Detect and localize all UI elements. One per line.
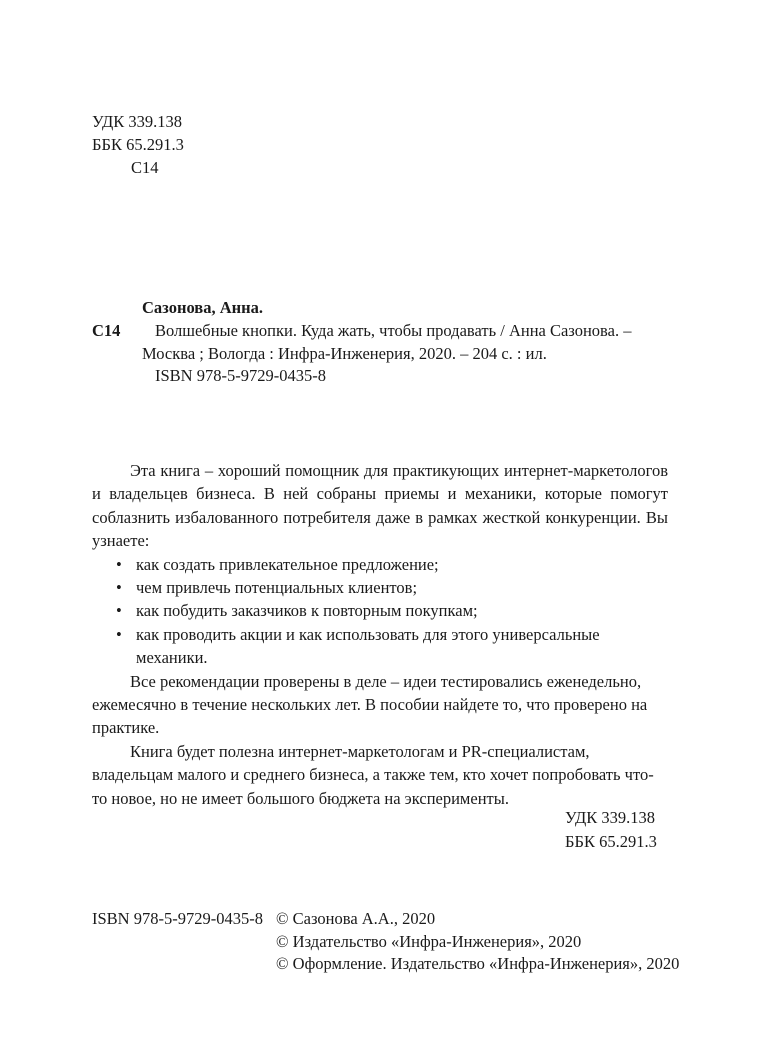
header-udk: УДК 339.138: [92, 112, 183, 131]
bullet-icon: •: [116, 601, 122, 621]
record-publication-line: Москва ; Вологда : Инфра-Инженерия, 2020. – 204 с. : ил.: [142, 344, 547, 363]
annotation: [92, 459, 668, 810]
annotation-paragraph-3: Книга будет полезна интернет-маркетологам и PR-специалистам, владельцам малого и среднего бизнеса, а также тем, кто хочет попробовать что-то новое, но не имеет большого бюджета на эксперименты.: [92, 741, 654, 808]
list-item: • как побудить заказчиков к повторным покупкам;: [116, 599, 668, 622]
annotation-intro: Эта книга – хороший помощник для практикующих интернет-маркетологов и владельцев бизнеса. В ней собраны приемы и механики, которые помогут соблазнить избалованного потребителя даже в рамках жесткой конкуренции. Вы узнаете:: [92, 461, 668, 551]
annotation-paragraph-2: Все рекомендации проверены в деле – идеи тестировались еженедельно, ежемесячно в течение нескольких лет. В пособии найдете то, что проверено на практике.: [92, 671, 648, 738]
header-author-mark: С14: [131, 158, 159, 177]
record-isbn: ISBN 978-5-9729-0435-8: [155, 366, 326, 385]
header-bbk: ББК 65.291.3: [92, 135, 184, 154]
list-item: • как проводить акции и как использовать для этого универсальные механики.: [116, 624, 600, 668]
record-title-line: Волшебные кнопки. Куда жать, чтобы продавать / Анна Сазонова. –: [155, 321, 632, 340]
footer-bbk: ББК 65.291.3: [565, 832, 657, 851]
bullet-icon: •: [116, 624, 122, 644]
copyright-publisher: © Издательство «Инфра-Инженерия», 2020: [276, 932, 582, 951]
bullet-icon: •: [116, 554, 122, 574]
list-item: • чем привлечь потенциальных клиентов;: [116, 576, 668, 599]
footer-udk: УДК 339.138: [565, 808, 656, 827]
record-author: Сазонова, Анна.: [142, 298, 264, 317]
list-item: • как создать привлекательное предложение;: [116, 553, 668, 576]
bullet-icon: •: [116, 578, 122, 598]
record-code: С14: [92, 321, 121, 340]
footer-isbn: ISBN 978-5-9729-0435-8: [92, 909, 263, 928]
copyright-design: © Оформление. Издательство «Инфра-Инженерия», 2020: [276, 954, 680, 973]
copyright-author: © Сазонова А.А., 2020: [276, 909, 436, 928]
annotation-bullet-list: [92, 553, 668, 670]
